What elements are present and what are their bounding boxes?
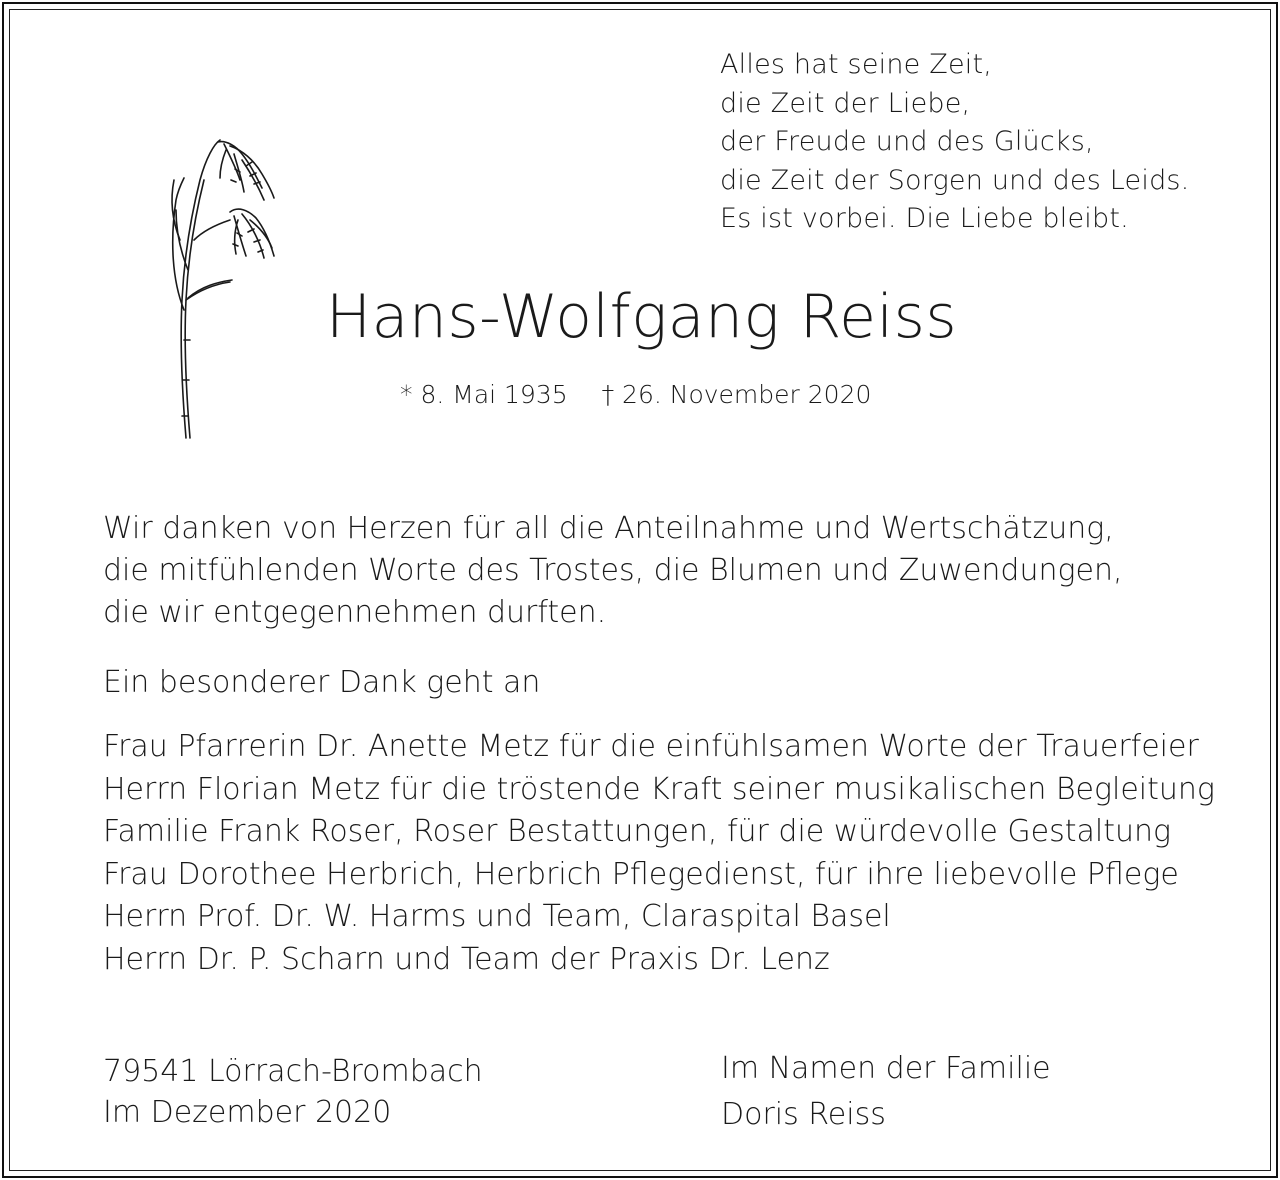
- verse-line: Alles hat seine Zeit,: [720, 49, 993, 80]
- thanks-paragraph: [103, 508, 1123, 634]
- verse-line: Es ist vorbei. Die Liebe bleibt.: [720, 203, 1129, 234]
- death-date: † 26. November 2020: [601, 380, 872, 409]
- signature-intro: Im Namen der Familie: [721, 1051, 1051, 1086]
- signature-block: [721, 1046, 1051, 1138]
- thanks-line: die wir entgegennehmen durften.: [103, 595, 607, 630]
- location: 79541 Lörrach-Brombach: [103, 1054, 483, 1089]
- recipient-item: Frau Dorothee Herbrich, Herbrich Pflegedienst, für ihre liebevolle Pflege: [103, 856, 1179, 892]
- verse-line: der Freude und des Glücks,: [720, 126, 1094, 157]
- deceased-name: Hans-Wolfgang Reiss: [326, 282, 958, 352]
- recipient-item: Herrn Florian Metz für die tröstende Kraft seiner musikalischen Begleitung: [103, 771, 1215, 807]
- thanks-line: die mitfühlenden Worte des Trostes, die Blumen und Zuwendungen,: [103, 553, 1123, 588]
- signature-name: Doris Reiss: [721, 1097, 886, 1132]
- recipients-list: [103, 726, 1215, 981]
- publication-date: Im Dezember 2020: [103, 1095, 392, 1130]
- recipient-item: Frau Pfarrerin Dr. Anette Metz für die einfühlsamen Worte der Trauerfeier: [103, 729, 1199, 764]
- verse-block: [720, 46, 1240, 239]
- verse-line: die Zeit der Sorgen und des Leids.: [720, 164, 1190, 196]
- recipient-item: Herrn Prof. Dr. W. Harms und Team, Claraspital Basel: [103, 899, 891, 934]
- recipient-item: Familie Frank Roser, Roser Bestattungen, für die würdevolle Gestaltung: [103, 814, 1172, 849]
- life-dates: [400, 380, 871, 409]
- recipient-item: Herrn Dr. P. Scharn und Team der Praxis Dr. Lenz: [103, 941, 830, 977]
- grass-stem-icon: [130, 120, 320, 470]
- place-date-block: [103, 1051, 483, 1133]
- special-thanks-intro: Ein besonderer Dank geht an: [103, 665, 541, 700]
- birth-date: * 8. Mai 1935: [400, 380, 568, 409]
- thanks-line: Wir danken von Herzen für all die Anteilnahme und Wertschätzung,: [103, 511, 1114, 546]
- verse-line: die Zeit der Liebe,: [720, 87, 971, 119]
